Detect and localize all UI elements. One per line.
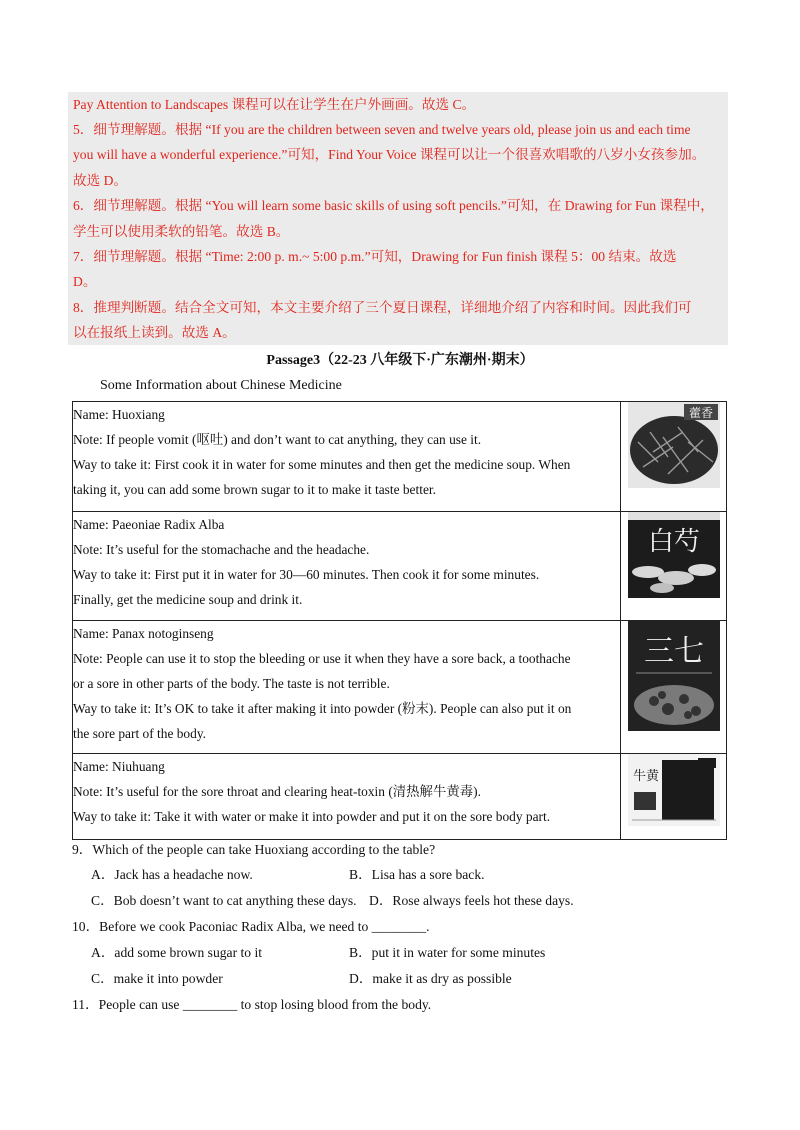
paeoniae-image — [628, 512, 720, 598]
medicine-way: Finally, get the medicine soup and drink it. — [73, 592, 303, 607]
question-10-option-b: B．put it in water for some minutes — [349, 945, 546, 960]
medicine-image-cell — [621, 754, 727, 840]
medicine-note: Note: If people vomit (呕吐) and don’t want to cat anything, they can use it. — [73, 432, 482, 447]
niuhuang-image — [628, 754, 720, 826]
passage-intro: Some Information about Chinese Medicine — [100, 378, 342, 393]
answer-line: Pay Attention to Landscapes 课程可以在让学生在户外画画。故选 C。 — [73, 97, 476, 112]
medicine-info-cell — [73, 754, 621, 840]
niuhuang-image-label: 牛黄 — [632, 769, 659, 784]
table-row — [73, 754, 727, 840]
medicine-note: Note: It’s useful for the stomachache and the headache. — [73, 542, 370, 557]
question-10-option-d: D．make it as dry as possible — [349, 971, 512, 986]
huoxiang-image — [628, 402, 720, 488]
medicine-info-cell — [73, 621, 621, 754]
question-10-option-a: A．add some brown sugar to it — [91, 945, 263, 960]
question-10-option-c: C．make it into powder — [91, 971, 223, 986]
table-row — [73, 512, 727, 621]
answer-line: 7．细节理解题。根据 “Time: 2:00 p. m.~ 5:00 p.m.”可知，Drawing for Fun finish 课程 5：00 结束。故选 — [73, 249, 677, 264]
medicine-way: the sore part of the body. — [73, 726, 206, 741]
medicine-note: Note: It’s useful for the sore throat and clearing heat-toxin (清热解牛黄毒). — [73, 784, 481, 799]
medicine-table — [72, 401, 727, 840]
question-9-option-d: D．Rose always feels hot these days. — [369, 893, 574, 908]
table-row — [73, 402, 727, 512]
medicine-note: Note: People can use it to stop the bleeding or use it when they have a sore back, a toothache — [73, 651, 571, 666]
answer-line: 故选 D。 — [73, 173, 127, 188]
huoxiang-image-label: 藿香 — [688, 406, 713, 420]
table-row — [73, 621, 727, 754]
panax-image — [628, 621, 720, 731]
question-11-stem: 11．People can use ________ to stop losing blood from the body. — [72, 997, 432, 1012]
question-10-stem: 10．Before we cook Paconiac Radix Alba, we need to ________. — [72, 919, 430, 934]
answer-line: 以在报纸上读到。故选 A。 — [73, 325, 236, 340]
question-9-option-a: A．Jack has a headache now. — [91, 867, 253, 882]
medicine-way: Way to take it: Take it with water or make it into powder and put it on the sore body part. — [73, 809, 551, 824]
medicine-way: taking it, you can add some brown sugar to it to make it taste better. — [73, 482, 436, 497]
paeoniae-image-label: 白芍 — [647, 527, 700, 557]
question-9-stem: 9．Which of the people can take Huoxiang according to the table? — [72, 842, 436, 857]
medicine-info-cell — [73, 402, 621, 512]
question-9-option-c: C．Bob doesn’t want to cat anything these days. — [91, 893, 357, 908]
medicine-info-cell — [73, 512, 621, 621]
medicine-name: Name: Niuhuang — [73, 759, 165, 774]
passage-title: Passage3（22-23 八年级下·广东潮州·期末） — [266, 353, 534, 368]
medicine-name: Name: Huoxiang — [73, 407, 165, 422]
medicine-image-cell — [621, 512, 727, 621]
medicine-image-cell — [621, 402, 727, 512]
panax-image-label: 三七 — [643, 634, 704, 669]
medicine-note: or a sore in other parts of the body. The taste is not terrible. — [73, 676, 390, 691]
answer-line: 6．细节理解题。根据 “You will learn some basic skills of using soft pencils.”可知，在 Drawing for Fun 课程中， — [73, 198, 714, 213]
medicine-way: Way to take it: First put it in water for 30—60 minutes. Then cook it for some minutes. — [73, 567, 540, 582]
medicine-name: Name: Paeoniae Radix Alba — [73, 517, 225, 532]
medicine-way: Way to take it: First cook it in water for some minutes and then get the medicine soup. When — [73, 457, 571, 472]
answer-line: D。 — [73, 274, 97, 289]
question-9-option-b: B．Lisa has a sore back. — [349, 867, 485, 882]
answer-line: 5．细节理解题。根据 “If you are the children between seven and twelve years old, please join us and each time — [73, 122, 691, 137]
answer-line: 学生可以使用柔软的铅笔。故选 B。 — [73, 224, 290, 239]
medicine-name: Name: Panax notoginseng — [73, 626, 214, 641]
answer-line: you will have a wonderful experience.”可知，Find Your Voice 课程可以让一个很喜欢唱歌的八岁小女孩参加。 — [73, 147, 706, 162]
medicine-way: Way to take it: It’s OK to take it after making it into powder (粉末). People can also put it on — [73, 701, 572, 716]
answer-line: 8．推理判断题。结合全文可知，本文主要介绍了三个夏日课程，详细地介绍了内容和时间。因此我们可 — [73, 300, 692, 315]
medicine-image-cell — [621, 621, 727, 754]
